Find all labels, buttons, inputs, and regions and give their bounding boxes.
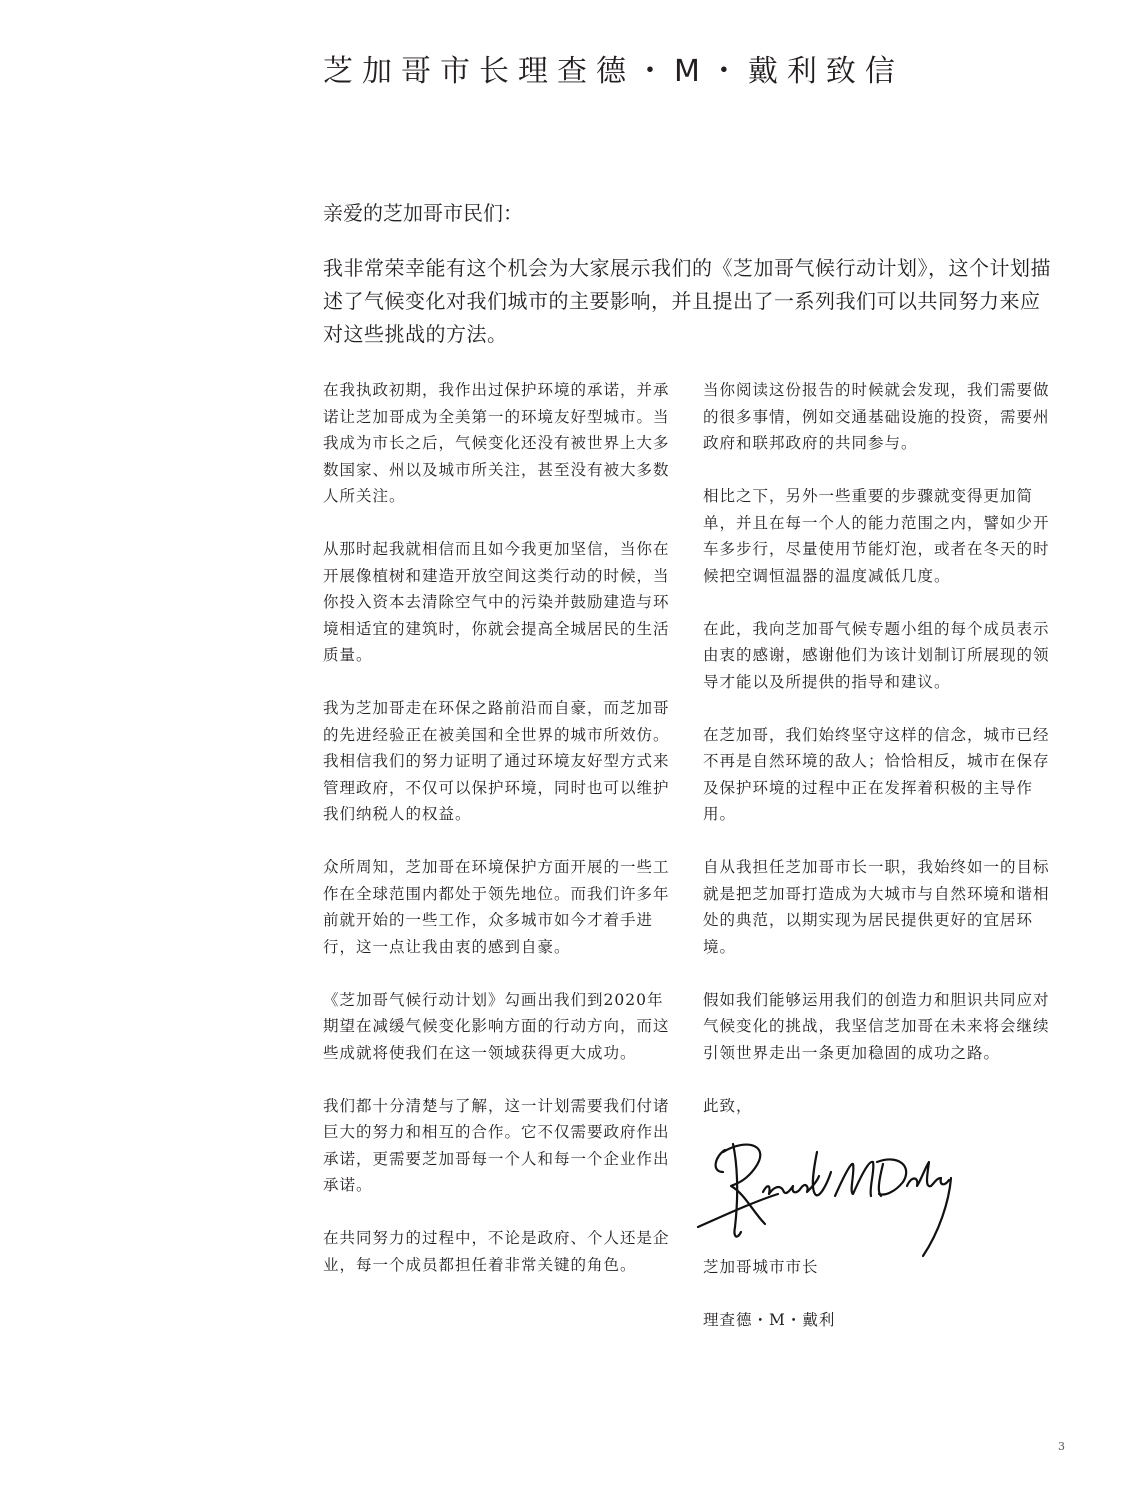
body-paragraph: 众所周知，芝加哥在环境保护方面开展的一些工作在全球范围内都处于领先地位。而我们许多年前就开始的一些工作，众多城市如今才着手进行，这一点让我由衷的感到自豪。 <box>323 858 670 956</box>
letter-title: 芝加哥市长理查德・M・戴利致信 <box>323 54 904 89</box>
salutation: 亲爱的芝加哥市民们： <box>323 201 523 225</box>
closing-line: 此致， <box>703 1096 753 1115</box>
body-paragraph: 我们都十分清楚与了解，这一计划需要我们付诸巨大的努力和相互的合作。它不仅需要政府作出承诺，更需要芝加哥每一个人和每一个企业作出承诺。 <box>323 1096 670 1194</box>
body-paragraph: 在此，我向芝加哥气候专题小组的每个成员表示由衷的感谢，感谢他们为该计划制订所展现的领导才能以及所提供的指导和建议。 <box>703 619 1050 691</box>
handwritten-signature <box>693 1132 963 1262</box>
body-paragraph: 在我执政初期，我作出过保护环境的承诺，并承诺让芝加哥成为全美第一的环境友好型城市。当我成为市长之后，气候变化还没有被世界上大多数国家、州以及城市所关注，甚至没有被大多数人所关注。 <box>323 381 670 505</box>
body-paragraph: 《芝加哥气候行动计划》勾画出我们到2020年期望在减缓气候变化影响方面的行动方向，而这些成就将使我们在这一领域获得更大成功。 <box>323 990 670 1062</box>
body-paragraph: 从那时起我就相信而且如今我更加坚信，当你在开展像植树和建造开放空间这类行动的时候，当你投入资本去清除空气中的污染并鼓励建造与环境相适宜的建筑时，你就会提高全城居民的生活质量。 <box>323 540 670 664</box>
body-paragraph: 自从我担任芝加哥市长一职，我始终如一的目标就是把芝加哥打造成为大城市与自然环境和谐相处的典范，以期实现为居民提供更好的宜居环境。 <box>703 858 1050 956</box>
body-paragraph: 在芝加哥，我们始终坚守这样的信念，城市已经不再是自然环境的敌人；恰恰相反，城市在保存及保护环境的过程中正在发挥着积极的主导作用。 <box>703 725 1050 823</box>
signer-title: 芝加哥城市市长 <box>703 1257 819 1276</box>
signer-name: 理查德・M・戴利 <box>703 1310 836 1329</box>
intro-paragraph: 我非常荣幸能有这个机会为大家展示我们的《芝加哥气候行动计划》，这个计划描述了气候变化对我们城市的主要影响，并且提出了一系列我们可以共同努力来应对这些挑战的方法。 <box>323 256 1051 346</box>
right-column <box>703 377 1055 1360</box>
page-number: 3 <box>1058 1440 1065 1453</box>
body-paragraph: 相比之下，另外一些重要的步骤就变得更加简单，并且在每一个人的能力范围之内，譬如少开车多步行，尽量使用节能灯泡，或者在冬天的时候把空调恒温器的温度减低几度。 <box>703 487 1050 585</box>
left-column <box>323 377 678 1305</box>
body-paragraph: 在共同努力的过程中，不论是政府、个人还是企业，每一个成员都担任着非常关键的角色。 <box>323 1229 670 1274</box>
body-paragraph: 当你阅读这份报告的时候就会发现，我们需要做的很多事情，例如交通基础设施的投资，需要州政府和联邦政府的共同参与。 <box>703 381 1050 452</box>
body-paragraph: 假如我们能够运用我们的创造力和胆识共同应对气候变化的挑战，我坚信芝加哥在未来将会继续引领世界走出一条更加稳固的成功之路。 <box>703 990 1050 1062</box>
body-paragraph: 我为芝加哥走在环保之路前沿而自豪，而芝加哥的先进经验正在被美国和全世界的城市所效仿。我相信我们的努力证明了通过环境友好型方式来管理政府，不仅可以保护环境，同时也可以维护我们纳税人的权益。 <box>323 699 670 823</box>
